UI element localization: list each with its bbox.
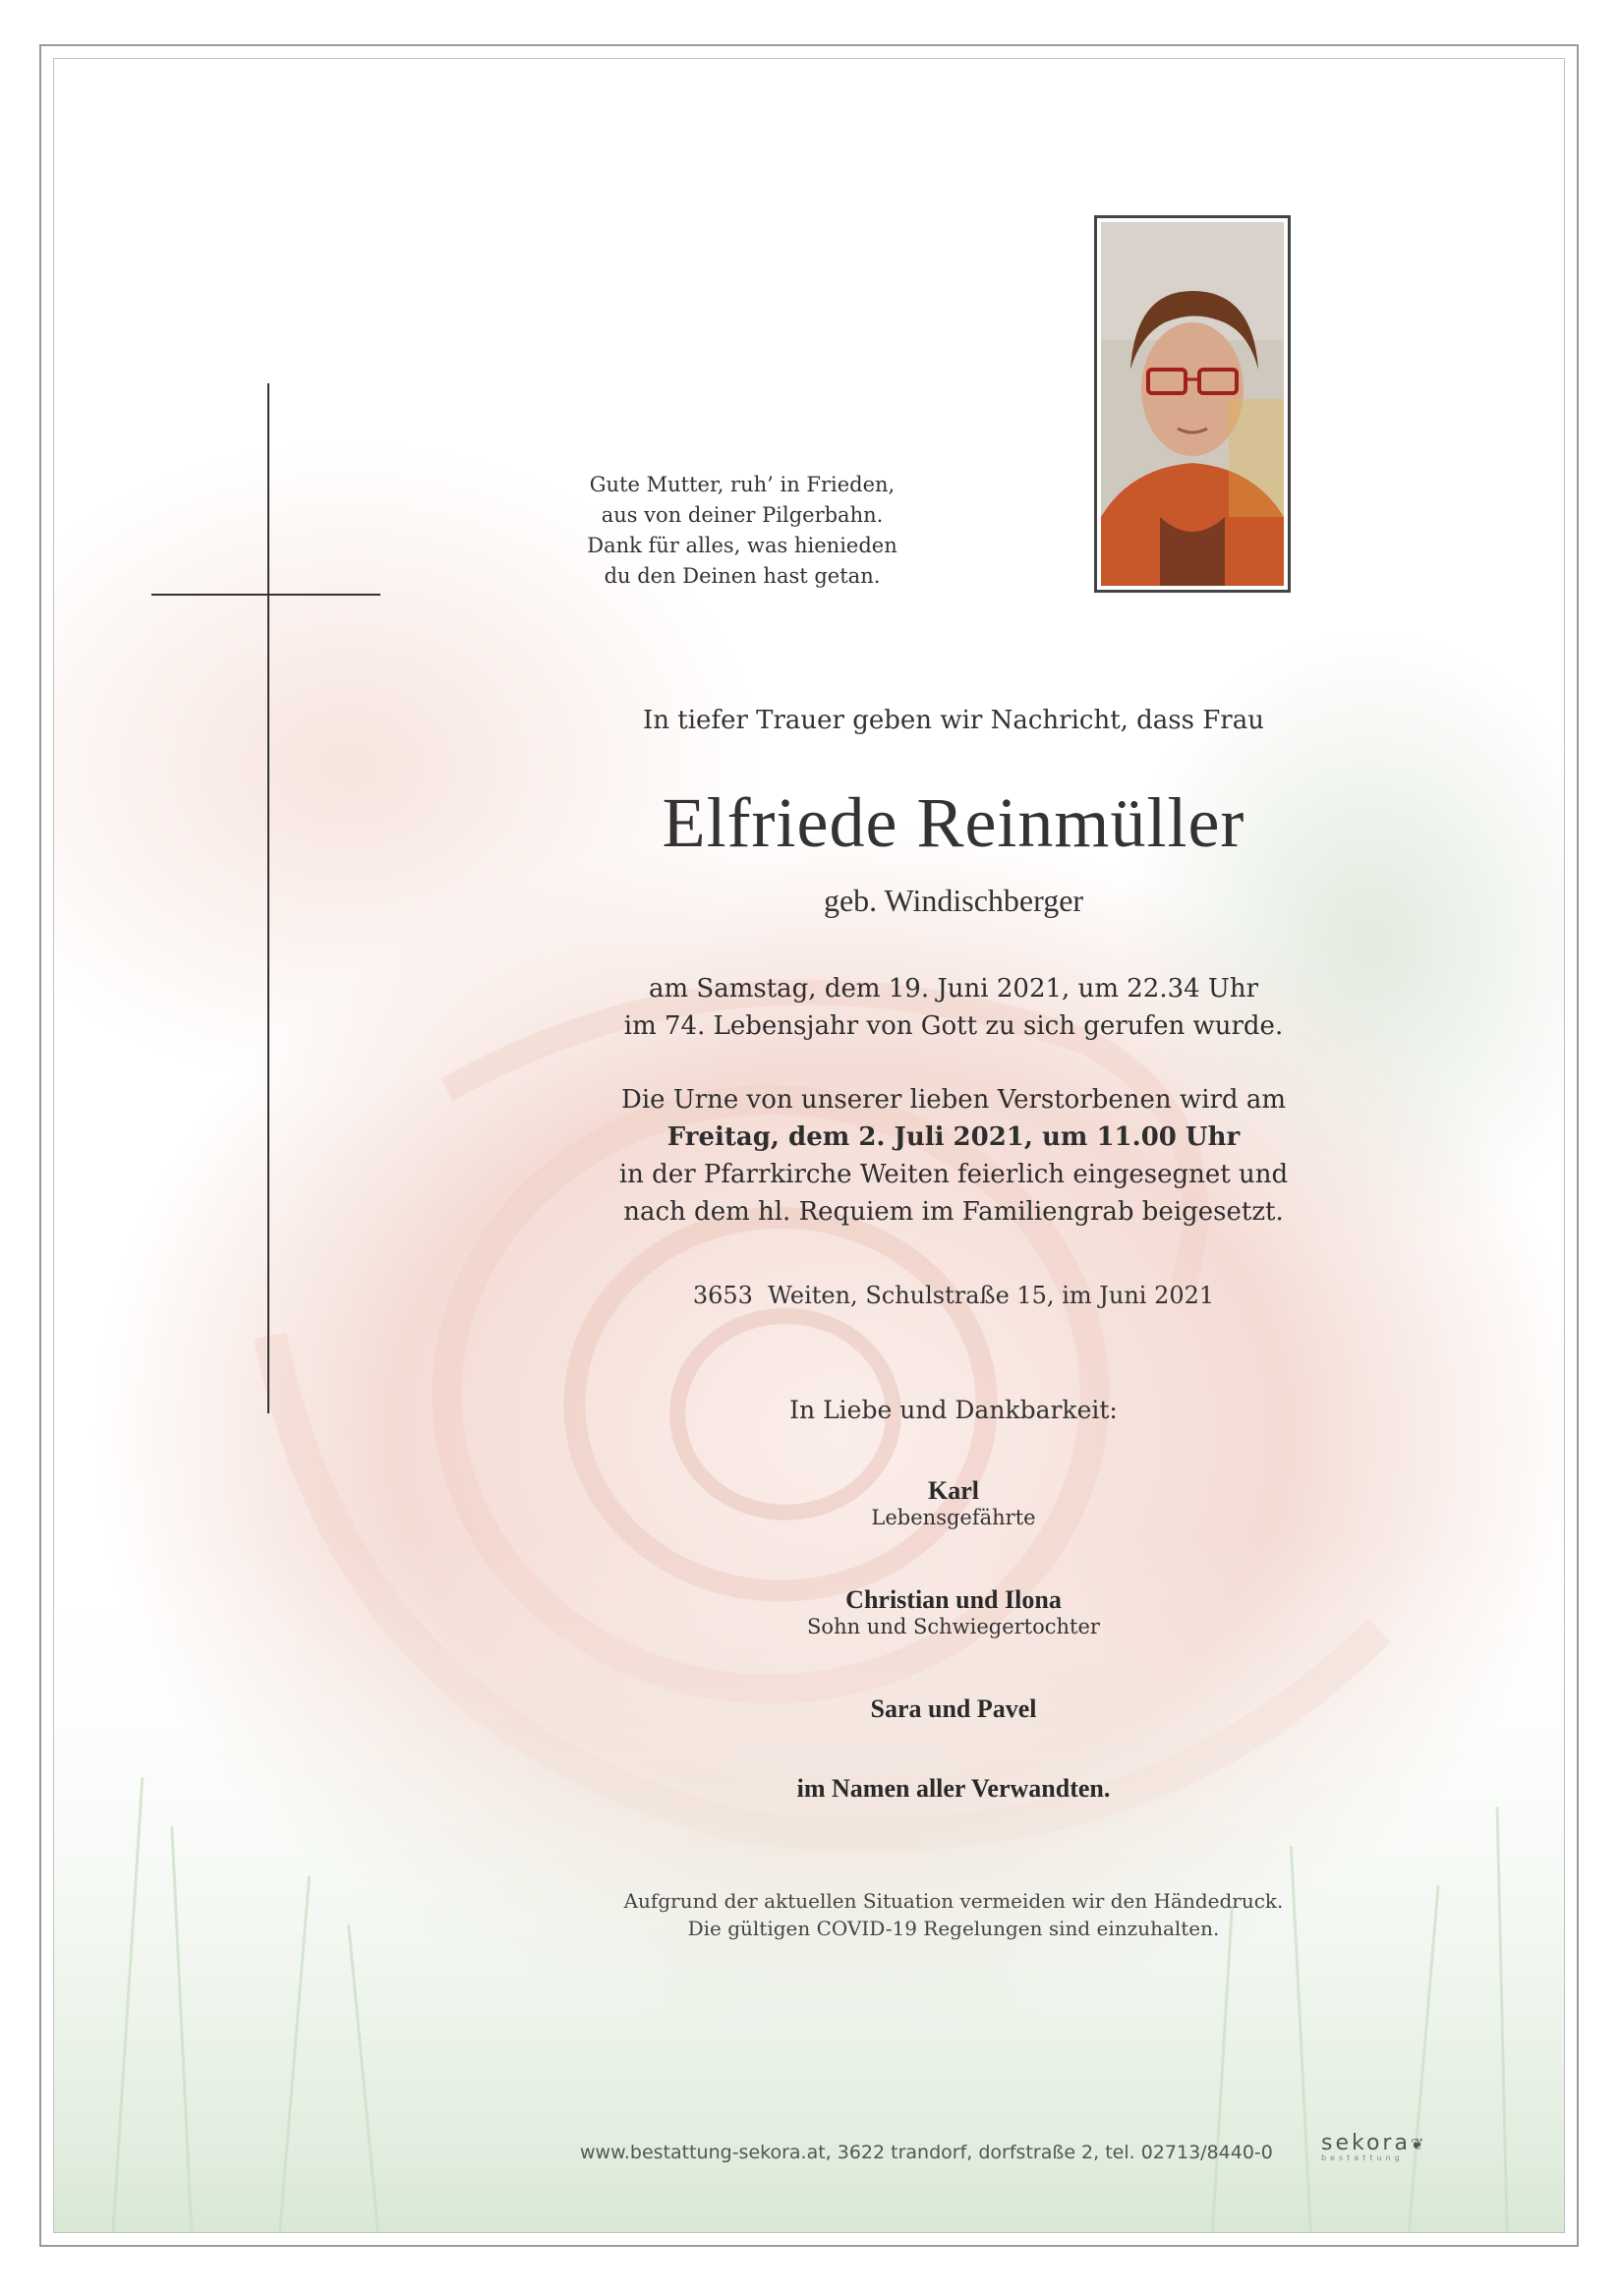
- death-line: im 74. Lebensjahr von Gott zu sich gerufen wurde.: [623, 1011, 1284, 1041]
- mourner-relation: Sohn und Schwiegertochter: [807, 1615, 1100, 1638]
- maiden-name: geb. Windischberger: [823, 883, 1084, 918]
- death-line: am Samstag, dem 19. Juni 2021, um 22.34 Uhr: [648, 974, 1259, 1004]
- mourner-name: Sara und Pavel: [870, 1694, 1037, 1723]
- verse-line: du den Deinen hast getan.: [604, 564, 881, 588]
- funeral-date: Freitag, dem 2. Juli 2021, um 11.00 Uhr: [666, 1122, 1241, 1152]
- mourner-name: Karl: [928, 1476, 979, 1505]
- funeral-line: in der Pfarrkirche Weiten feierlich eingesegnet und: [618, 1160, 1289, 1189]
- funeral-home-logo: [1321, 2131, 1426, 2162]
- place-and-date: 3653 Weiten, Schulstraße 15, im Juni 2021: [692, 1282, 1215, 1309]
- funeral-details: [511, 1081, 1396, 1231]
- mourner-entry: [511, 1585, 1396, 1638]
- verse-line: Gute Mutter, ruh’ in Frieden,: [589, 473, 896, 496]
- funeral-home-contact: www.bestattung-sekora.at, 3622 trandorf, dorfstraße 2, tel. 02713/8440-0: [580, 2142, 1273, 2163]
- portrait-photo: [1101, 222, 1284, 586]
- mourner-entry: [511, 1694, 1396, 1724]
- covid-note: [511, 1887, 1396, 1942]
- logo-wordmark: sekora❦: [1321, 2131, 1427, 2155]
- logo-subtitle: bestattung: [1321, 2153, 1404, 2162]
- mourner-relation: Lebensgefährte: [871, 1506, 1036, 1529]
- funeral-line: nach dem hl. Requiem im Familiengrab beigesetzt.: [623, 1197, 1284, 1227]
- portrait-photo-frame: [1094, 215, 1291, 593]
- notice-intro: In tiefer Trauer geben wir Nachricht, dass Frau: [643, 706, 1264, 735]
- death-details: [511, 970, 1396, 1045]
- mourner-name: Christian und Ilona: [845, 1585, 1062, 1614]
- funeral-line: Die Urne von unserer lieben Verstorbenen wird am: [621, 1085, 1286, 1115]
- verse-line: aus von deiner Pilgerbahn.: [601, 503, 884, 527]
- cross-horizontal-bar: [151, 594, 380, 596]
- mourners-intro: In Liebe und Dankbarkeit:: [789, 1396, 1118, 1424]
- verse-line: Dank für alles, was hienieden: [587, 534, 897, 557]
- leaf-icon: ❦: [1410, 2135, 1427, 2153]
- memorial-verse: [550, 470, 934, 592]
- mourners-closing: im Namen aller Verwandten.: [796, 1774, 1111, 1803]
- covid-line: Aufgrund der aktuellen Situation vermeiden wir den Händedruck.: [623, 1889, 1284, 1913]
- cross-vertical-bar: [267, 383, 269, 1413]
- covid-line: Die gültigen COVID-19 Regelungen sind einzuhalten.: [687, 1917, 1220, 1940]
- deceased-name: Elfriede Reinmüller: [662, 783, 1245, 862]
- mourner-entry: [511, 1476, 1396, 1529]
